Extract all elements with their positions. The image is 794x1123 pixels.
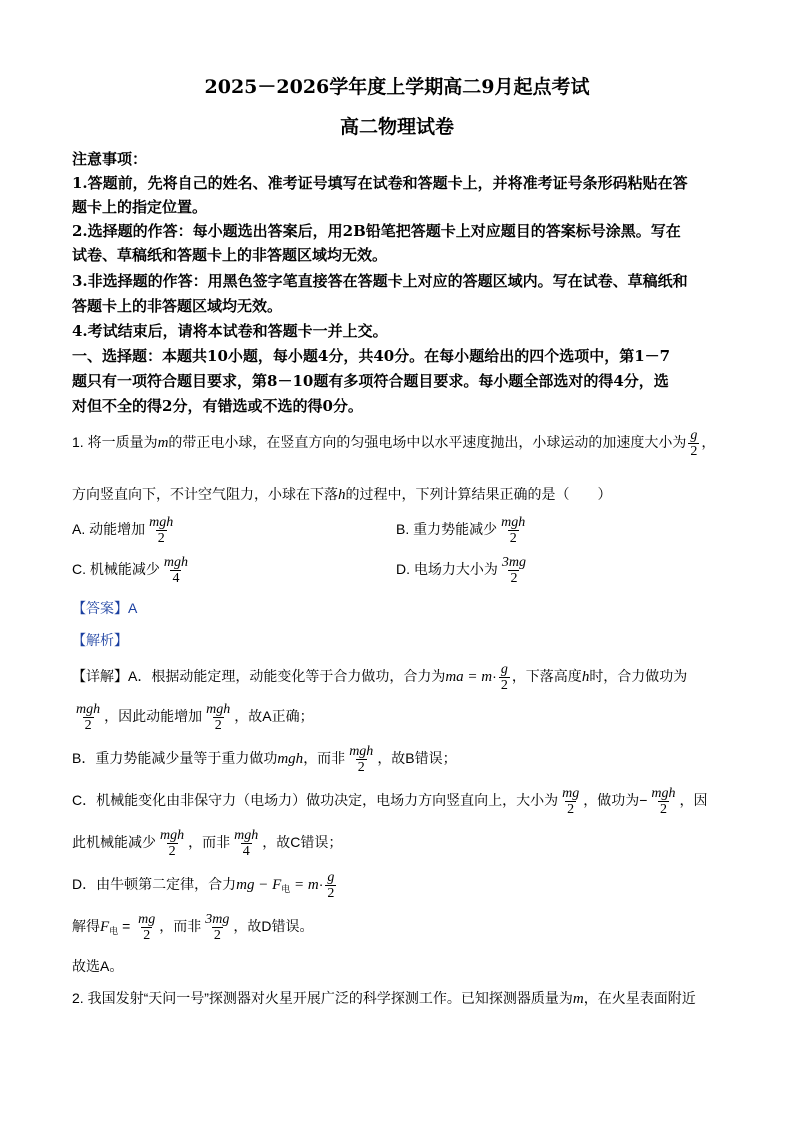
fraction-g-over-2: $\frac{g}{2}$: [690, 428, 698, 459]
notice-line: 4.考试结束后，请将本试卷和答题卡一并上交。: [72, 322, 388, 340]
section-instructions: 一、选择题：本题共10小题，每小题4分，共40分。在每小题给出的四个选项中，第1－7: [72, 347, 671, 365]
analysis-d-line2: 解得$F_电$ = $\frac{mg}{2}$ ，而非 $\frac{3mg}{2}$ ，故D错误。: [72, 912, 314, 943]
notice-line: 1.答题前，先将自己的姓名、准考证号填写在试卷和答题卡上，并将准考证号条形码粘贴在答: [72, 174, 688, 192]
analysis-a-line1: 【详解】A．根据动能定理，动能变化等于合力做功，合力为ma = m· $\frac{g}{2}$ ，下落高度h时，合力做功为: [72, 662, 688, 693]
analysis-a-line2: $\frac{\text{mgh}}{2}$ ，因此动能增加 $\frac{\text{mgh}}{2}$ ，故A正确；: [76, 702, 314, 733]
exam-subtitle: 高二物理试卷: [339, 116, 454, 138]
option-b: B. 重力势能减少 $\frac{\text{mgh}}{2}$: [396, 515, 526, 546]
analysis-c-line1: C．机械能变化由非保守力（电场力）做功决定，电场力方向竖直向上，大小为 $\frac{mg}{2}$ ，做功为− $\frac{\text{mgh}}{2}$ ，因: [72, 786, 708, 817]
option-c: C. 机械能减少 $\frac{\text{mgh}}{4}$: [72, 555, 189, 586]
section-instructions: 对但不全的得2分，有错选或不选的得0分。: [72, 397, 363, 415]
question-1-stem: 1. 将一质量为m的带正电小球，在竖直方向的匀强电场中以水平速度抛出，小球运动的加速度大小为 $\frac{g}{2}$ ，: [72, 428, 716, 459]
notice-line: 3.非选择题的作答：用黑色签字笔直接答在答题卡上对应的答题区域内。写在试卷、草稿纸和: [72, 272, 688, 290]
exam-title: 2025－2026学年度上学期高二9月起点考试: [204, 76, 590, 98]
final-answer: 故选A。: [72, 958, 124, 974]
option-d: D. 电场力大小为 $\frac{3mg}{2}$: [396, 555, 527, 586]
question-2-stem: 2. 我国发射“天问一号”探测器对火星开展广泛的科学探测工作。已知探测器质量为m，在火星表面附近: [72, 990, 696, 1007]
notice-heading: 注意事项：: [72, 150, 148, 168]
notice-line: 2.选择题的作答：每小题选出答案后，用2B铅笔把答题卡上对应题目的答案标号涂黑。写在: [72, 222, 681, 240]
analysis-d-line1: D．由牛顿第二定律，合力mg − $F_电 = m\cdot$ $\frac{g}{2}$: [72, 870, 335, 901]
notice-line: 答题卡上的非答题区域均无效。: [72, 297, 283, 315]
question-1-stem-line2: 方向竖直向下，不计空气阻力，小球在下落h的过程中，下列计算结果正确的是（ ）: [72, 486, 612, 503]
analysis-label: 【解析】: [72, 632, 128, 648]
answer-label: 【答案】A: [72, 600, 138, 616]
notice-line: 试卷、草稿纸和答题卡上的非答题区域均无效。: [72, 246, 388, 264]
option-a: A. 动能增加 $\frac{\text{mgh}}{2}$: [72, 515, 174, 546]
analysis-c-line2: 此机械能减少 $\frac{\text{mgh}}{2}$ ，而非 $\frac{\text{mgh}}{4}$ ，故C错误；: [72, 828, 343, 859]
analysis-b: B．重力势能减少量等于重力做功mgh，而非 $\frac{\text{mgh}}{2}$ ，故B错误；: [72, 744, 457, 775]
notice-line: 题卡上的指定位置。: [72, 198, 208, 216]
section-instructions: 题只有一项符合题目要求，第8－10题有多项符合题目要求。每小题全部选对的得4分，选: [72, 372, 669, 390]
